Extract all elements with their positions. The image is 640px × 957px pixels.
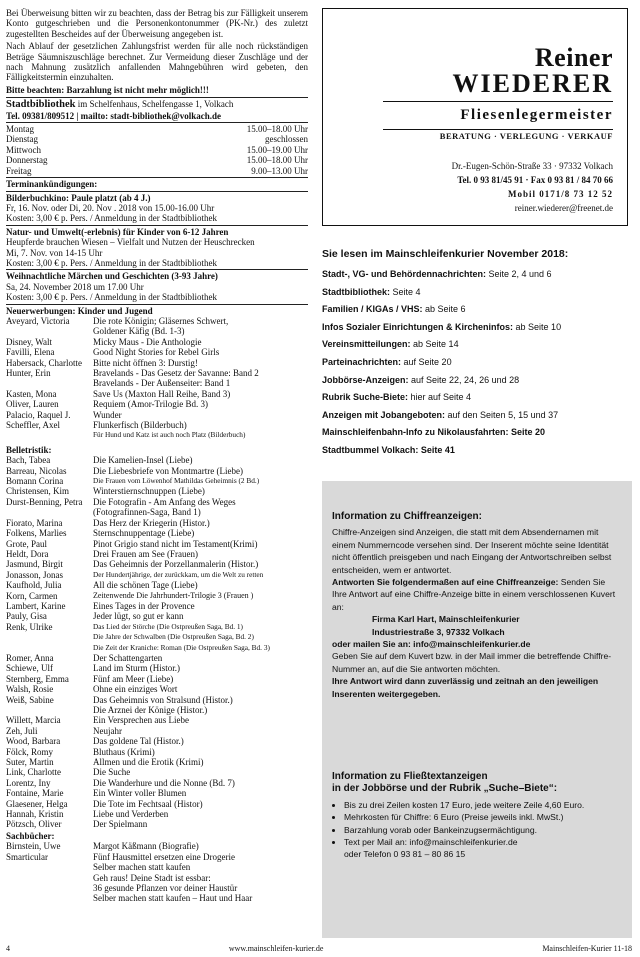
fiction-book-list — [6, 455, 308, 830]
hours-time: 15.00–19.00 Uhr — [246, 144, 308, 155]
contents-entry — [322, 392, 632, 402]
ad-contact — [323, 159, 613, 215]
hours-time: 15.00–18.00 Uhr — [246, 155, 308, 166]
book-title: Drei Frauen am See (Frauen) — [93, 548, 198, 559]
book-author: Korn, Carmen — [6, 590, 58, 601]
book-author: Oliver, Lauren — [6, 399, 59, 410]
divider — [6, 304, 308, 305]
hours-time: geschlossen — [265, 134, 308, 145]
contents-entry — [322, 287, 632, 297]
book-author: Disney, Walt — [6, 336, 53, 347]
book-row — [6, 528, 308, 538]
book-title: Zeitenwende Die Jahrhundert-Trilogie 3 (Frauen ) — [93, 590, 254, 600]
book-author: Wood, Barbara — [6, 736, 61, 747]
contents-entry-pages: ab Seite 10 — [513, 321, 562, 332]
book-title: Ohne ein einziges Wort — [93, 684, 178, 695]
ad-mobile: Mobil 0171/8 73 12 52 — [507, 189, 613, 199]
book-author: Lorentz, Iny — [6, 777, 51, 788]
book-row — [6, 611, 308, 621]
footer-url: www.mainschleifen-kurier.de — [228, 944, 324, 953]
tiler-advertisement — [322, 8, 628, 226]
book-author: Renk, Ulrike — [6, 621, 53, 632]
book-author: Link, Charlotte — [6, 767, 61, 778]
book-row — [6, 518, 308, 528]
contents-entry-bold: Stadt-, VG- und Behördennachrichten: — [322, 269, 487, 279]
book-title: Requiem (Amor-Trilogie Bd. 3) — [93, 399, 208, 410]
contents-entry-pages: ab Seite 14 — [410, 339, 459, 350]
contents-entry — [322, 269, 632, 279]
book-title: Margot Käßmann (Biografie) — [93, 841, 199, 852]
divider — [6, 269, 308, 270]
book-title: Der Spielmann — [93, 819, 148, 830]
opening-hours — [6, 124, 308, 176]
library-location: im Schelfenhaus, Schelfengasse 1, Volkach — [75, 99, 234, 110]
book-row — [6, 819, 308, 829]
book-author — [6, 326, 93, 336]
new-acquisitions-heading: Neuerwerbungen: Kinder und Jugend — [6, 305, 153, 316]
book-row — [6, 767, 308, 777]
book-title: Die Tote im Fechtsaal (Histor) — [93, 798, 203, 809]
contents-entry — [322, 357, 632, 367]
book-row — [6, 799, 308, 809]
fliesstext-bullets — [332, 799, 622, 849]
book-title: Selber machen statt kaufen — [93, 862, 191, 873]
book-title: Land im Sturm (Histor.) — [93, 663, 180, 674]
book-title: Die Kamelien-Insel (Liebe) — [93, 455, 193, 466]
book-author — [6, 705, 93, 715]
book-row — [6, 559, 308, 569]
chiffre-info — [332, 511, 622, 700]
event-2-line: Heupferde brauchen Wiesen – Vielfalt und Nutzen der Heuschrecken — [6, 237, 255, 248]
book-row — [6, 684, 308, 694]
book-author: Kaufhold, Julia — [6, 580, 62, 591]
event-1-line: Kosten: 3,00 € p. Pers. / Anmeldung in der Stadtbibliothek — [6, 213, 217, 224]
contents-entry-bold: Jobbörse-Anzeigen: — [322, 374, 409, 385]
book-author: Favilli, Elena — [6, 347, 55, 358]
book-title: Liebe und Verderben — [93, 809, 169, 820]
hours-day: Freitag — [6, 165, 32, 176]
left-column — [6, 8, 308, 904]
nonfiction-heading: Sachbücher: — [6, 830, 55, 841]
book-row — [6, 736, 308, 746]
book-row — [6, 643, 308, 653]
book-row — [6, 358, 308, 368]
divider — [6, 97, 308, 98]
book-row — [6, 622, 308, 632]
book-row — [6, 862, 308, 872]
divider — [6, 225, 308, 226]
contents-entry-pages: auf Seite 20 — [401, 356, 452, 367]
contents-entry — [322, 445, 632, 455]
chiffre-address-line: Firma Karl Hart, Mainschleifenkurier — [372, 614, 520, 625]
book-title: Save Us (Maxton Hall Reihe, Band 3) — [93, 388, 231, 399]
book-row — [6, 570, 308, 580]
contents-entry-bold: Familien / KIGAs / VHS: — [322, 304, 423, 315]
book-author: Willett, Marcia — [6, 715, 61, 726]
book-author — [6, 883, 93, 893]
hours-time: 9.00–13.00 Uhr — [251, 165, 308, 176]
book-title: Das Geheimnis von Stralsund (Histor.) — [93, 694, 233, 705]
contents-list — [322, 248, 632, 463]
book-row — [6, 399, 308, 409]
book-row — [6, 389, 308, 399]
book-author: Romer, Anna — [6, 652, 54, 663]
book-title: Neujahr — [93, 725, 122, 736]
book-author: Glaesener, Helga — [6, 798, 68, 809]
book-title: Jeder lügt, so gut er kann — [93, 611, 184, 622]
book-author — [6, 378, 93, 388]
contents-items — [322, 269, 632, 455]
contents-entry-pages: hier auf Seite 4 — [408, 392, 472, 403]
book-row — [6, 726, 308, 736]
book-row — [6, 368, 308, 378]
hours-day: Donnerstag — [6, 155, 48, 166]
chiffre-mail: oder mailen Sie an: info@mainschleifenkurier.de — [332, 639, 531, 650]
book-title: Sternschnuppentage (Liebe) — [93, 528, 195, 539]
contents-entry — [322, 427, 632, 437]
contents-entry — [322, 339, 632, 349]
hours-time: 15.00–18.00 Uhr — [246, 124, 308, 135]
book-row — [6, 873, 308, 883]
book-author: Zeh, Juli — [6, 725, 38, 736]
book-row — [6, 674, 308, 684]
book-title: Das goldene Tal (Histor.) — [93, 736, 184, 747]
hours-row — [6, 155, 308, 165]
book-author: Hunter, Erin — [6, 368, 51, 378]
book-author: Habersack, Charlotte — [6, 357, 82, 368]
book-title: Die Suche — [93, 767, 131, 778]
contents-heading: Sie lesen im Mainschleifenkurier November 2018: — [322, 248, 569, 260]
chiffre-address-line: Industriestraße 3, 97332 Volkach — [372, 626, 505, 637]
book-author: Durst-Benning, Petra — [6, 496, 83, 507]
book-title: Der Schattengarten — [93, 652, 163, 663]
book-author: Kasten, Mona — [6, 388, 57, 399]
book-title: Eines Tages in der Provence — [93, 600, 195, 611]
book-row — [6, 747, 308, 757]
contents-entry-bold: Stadtbibliothek: — [322, 286, 390, 297]
book-author — [6, 507, 93, 517]
book-author: Jonasson, Jonas — [6, 569, 64, 580]
hours-row — [6, 134, 308, 144]
contents-entry-bold: Anzeigen mit Jobangeboten: — [322, 409, 446, 420]
book-author — [6, 862, 93, 872]
event-2-line: Kosten: 3,00 € p. Pers. / Anmeldung in der Stadtbibliothek — [6, 257, 217, 268]
contents-entry-pages: auf Seite 22, 24, 26 und 28 — [408, 374, 520, 385]
book-row — [6, 601, 308, 611]
fliesstext-bullet: • Mehrkosten für Chiffre: 6 Euro (Preise jeweils inkl. MwSt.) — [344, 811, 622, 823]
book-author: Pauly, Gisa — [6, 611, 47, 622]
book-title: (Fotografinnen-Saga, Band 1) — [93, 507, 201, 518]
ad-first-name: Reiner — [534, 43, 613, 72]
book-title: Die Wanderhure und die Nonne (Bd. 7) — [93, 777, 235, 788]
book-row — [6, 337, 308, 347]
book-author — [6, 643, 93, 653]
fliesstext-bullet: • Barzahlung vorab oder Bankeinzugsermächtigung. — [344, 824, 622, 836]
book-title: Die Arznei der Könige (Histor.) — [93, 705, 208, 715]
event-2-title: Natur- und Umwelt(-erlebnis) für Kinder von 6-12 Jahren — [6, 226, 229, 237]
book-title: Micky Maus - Die Anthologie — [93, 336, 202, 347]
book-title: Die Fotografin - Am Anfang des Weges — [93, 496, 236, 507]
book-row — [6, 809, 308, 819]
library-contact: Tel. 09381/809512 | mailto: stadt-bibliothek@volkach.de — [6, 110, 222, 121]
book-author: Pötzsch, Oliver — [6, 819, 62, 830]
book-author: Jasmund, Birgit — [6, 559, 63, 570]
book-author: Walsh, Rosie — [6, 684, 54, 695]
book-author: Bomann Corina — [6, 476, 64, 487]
fliesstext-phone: oder Telefon 0 93 81 – 80 86 15 — [344, 849, 466, 860]
book-title: Die rote Königin; Gläsernes Schwert, — [93, 315, 229, 326]
book-title: Geh raus! Deine Stadt ist essbar: — [93, 872, 211, 883]
contents-entry — [322, 375, 632, 385]
divider — [6, 191, 308, 192]
book-author: Fontaine, Marie — [6, 788, 64, 799]
book-author: Schiewe, Ulf — [6, 663, 53, 674]
event-3-title: Weihnachtliche Märchen und Geschichten (3-93 Jahre) — [6, 271, 218, 282]
book-title: Bravelands - Das Gesetz der Savanne: Band 2 — [93, 368, 259, 378]
book-row — [6, 455, 308, 465]
book-title: Wunder — [93, 409, 122, 420]
library-title: Stadtbibliothek — [6, 99, 76, 111]
book-row — [6, 476, 308, 486]
ad-profession: Fliesenlegermeister — [460, 107, 613, 123]
event-3-line: Sa, 24. November 2018 um 17.00 Uhr — [6, 281, 144, 292]
fliesstext-title: Information zu Fließtextanzeigen — [332, 771, 488, 782]
ad-last-name: WIEDERER — [452, 69, 613, 98]
book-title: 36 gesunde Pflanzen vor deiner Haustür — [93, 882, 238, 893]
book-title: Das Herz der Kriegerin (Histor.) — [93, 517, 210, 528]
book-author: Sternberg, Emma — [6, 673, 69, 684]
book-row — [6, 347, 308, 357]
book-row — [6, 410, 308, 420]
hours-day: Dienstag — [6, 134, 38, 145]
book-row — [6, 378, 308, 388]
contents-entry — [322, 322, 632, 332]
book-title: Fünf Hausmittel ersetzen eine Drogerie — [93, 851, 235, 862]
book-title: Good Night Stories for Rebel Girls — [93, 347, 220, 358]
fliesstext-title: in der Jobbörse und der Rubrik „Suche–Biete“: — [332, 783, 558, 795]
book-title: Der Hundertjährige, der zurückkam, um die Welt zu retten — [93, 569, 264, 579]
chiffre-answer-bold: Antworten Sie folgendermaßen auf eine Chiffreanzeige: — [332, 577, 559, 588]
intro-paragraph-2: Nach Ablauf der gesetzlichen Zahlungsfrist werden für alle noch rückständigen Beträge Säumniszuschläge berechnet. Zur Vermeidung dieser Zuschläge und der nach Mahnung zusätzlich anfallenden Mahngebühren wird gebeten, den Fälligkeitstermin einzuhalten. — [6, 41, 308, 83]
book-title: Flunkerfisch (Bilderbuch) — [93, 420, 187, 431]
book-title: Die Jahre der Schwalben (Die Ostpreußen Saga, Bd. 2) — [93, 632, 254, 642]
contents-entry-bold: Mainschleifenbahn-Info zu Nikolausfahrten: Seite 20 — [322, 427, 546, 438]
intro-paragraph-1: Bei Überweisung bitten wir zu beachten, dass der Betrag bis zur Fälligkeit unserem Konto gutgeschrieben und die Personenkontonummer (PK-Nr.) des zuletzt zugestellten Bescheides auf der Überweisung angegeben ist. — [6, 8, 308, 39]
info-box — [322, 481, 632, 938]
contents-entry-bold: Vereinsmitteilungen: — [322, 339, 411, 350]
book-row — [6, 705, 308, 715]
book-author: Folkens, Marlies — [6, 528, 67, 539]
chiffre-note: Geben Sie auf dem Kuvert bzw. in der Mail immer die betreffende Chiffre-Nummer an, auf die Sie antworten möchten. — [332, 651, 612, 674]
ad-rule — [383, 129, 613, 130]
book-row — [6, 430, 308, 440]
book-row — [6, 852, 308, 862]
book-author: Fiorato, Marina — [6, 517, 63, 528]
book-title: Ein Versprechen aus Liebe — [93, 715, 190, 726]
page-number: 4 — [6, 944, 10, 953]
event-1-title: Bilderbuchkino: Paule platzt (ab 4 J.) — [6, 192, 151, 203]
book-row — [6, 778, 308, 788]
library-header — [6, 99, 308, 110]
book-author: Palacio, Raquel J. — [6, 409, 71, 420]
chiffre-answer-text: Senden Sie Ihre Antwort auf eine Chiffre-Anzeige bitte in einem verschlossenen Kuvert an: — [332, 577, 616, 612]
book-row — [6, 653, 308, 663]
footer-issue: Mainschleifen-Kurier 11-18 — [542, 944, 632, 953]
book-title: Die Zeit der Kraniche: Roman (Die Ostpreußen Saga, Bd. 3) — [93, 642, 270, 652]
book-title: Die Frauen vom Löwenhof Mathildas Geheimnis (2 Bd.) — [93, 476, 260, 486]
book-row — [6, 841, 308, 851]
hours-row — [6, 124, 308, 134]
event-1-line: Fr, 16. Nov. oder Di, 20. Nov . 2018 von 15.00-16.00 Uhr — [6, 202, 215, 213]
book-title: Allmen und die Erotik (Krimi) — [93, 757, 204, 768]
book-title: Bitte nicht öffnen 3: Durstig! — [93, 357, 198, 368]
book-title: Goldener Käfig (Bd. 1-3) — [93, 326, 185, 337]
book-title: Für Hund und Katz ist auch noch Platz (Bilderbuch) — [93, 430, 246, 440]
book-row — [6, 715, 308, 725]
fiction-heading: Belletristik: — [6, 444, 52, 455]
book-row — [6, 326, 308, 336]
contents-entry — [322, 304, 632, 314]
book-row — [6, 893, 308, 903]
contents-entry-bold: Stadtbummel Volkach: Seite 41 — [322, 444, 455, 455]
book-author: Scheffler, Axel — [6, 420, 60, 431]
book-title: Winterstiernschnuppen (Liebe) — [93, 486, 205, 497]
ad-rule — [383, 101, 613, 102]
contents-entry-pages: Seite 2, 4 und 6 — [486, 269, 552, 279]
ad-services: BERATUNG · VERLEGUNG · VERKAUF — [439, 131, 613, 141]
events-heading: Terminankündigungen: — [6, 179, 98, 190]
fliesstext-bullet: • Bis zu drei Zeilen kosten 17 Euro, jede weitere Zeile 4,60 Euro. — [344, 799, 622, 811]
page-footer — [6, 944, 632, 953]
book-row — [6, 420, 308, 430]
chiffre-title: Information zu Chiffreanzeigen: — [332, 511, 482, 522]
kids-book-list — [6, 316, 308, 441]
chiffre-note-bold: Ihre Antwort wird dann zuverlässig und zeitnah an den jeweiligen Inserenten weitergegeben. — [332, 676, 599, 699]
ad-email: reiner.wiederer@freenet.de — [514, 203, 613, 213]
book-title: Die Liebesbriefe von Montmartre (Liebe) — [93, 465, 243, 476]
ad-address: Dr.-Eugen-Schön-Straße 33 · 97332 Volkach — [451, 161, 613, 171]
event-3-line: Kosten: 3,00 € p. Pers. / Anmeldung in der Stadtbibliothek — [6, 292, 217, 303]
book-author: Birnstein, Uwe — [6, 841, 61, 852]
chiffre-answer — [332, 576, 622, 613]
book-title: Fünf am Meer (Liebe) — [93, 673, 174, 684]
book-row — [6, 539, 308, 549]
book-row — [6, 788, 308, 798]
divider — [6, 177, 308, 178]
book-title: Bravelands - Der Außenseiter: Band 1 — [93, 378, 231, 389]
book-author — [6, 893, 93, 903]
book-row — [6, 757, 308, 767]
book-title: Ein Winter voller Blumen — [93, 788, 187, 799]
book-row — [6, 695, 308, 705]
book-row — [6, 632, 308, 642]
book-row — [6, 507, 308, 517]
hours-row — [6, 145, 308, 155]
book-row — [6, 316, 308, 326]
book-title: Selber machen statt kaufen – Haut und Haar — [93, 893, 253, 904]
hours-day: Mittwoch — [6, 144, 41, 155]
book-row — [6, 466, 308, 476]
nonfiction-book-list — [6, 841, 308, 903]
book-title: Das Lied der Störche (Die Ostpreußen Saga, Bd. 1) — [93, 621, 243, 631]
hours-day: Montag — [6, 124, 34, 135]
book-author: Aveyard, Victoria — [6, 315, 70, 326]
book-author: Barreau, Nicolas — [6, 465, 67, 476]
chiffre-text: Chiffre-Anzeigen sind Anzeigen, die statt mit dem Absendernamen mit einem Nummerncode versehen sind. Der Inserent möchte seine Identität nicht öffentlich preisgeben und nach Eingang der Antwortschreiben selbst entscheiden, wem er antwortet. — [332, 527, 612, 575]
book-author: Heldt, Dora — [6, 548, 49, 559]
contents-entry-pages: auf den Seiten 5, 15 und 37 — [445, 409, 559, 420]
book-author: Weiß, Sabine — [6, 694, 54, 705]
intro-paragraph-3: Bitte beachten: Barzahlung ist nicht mehr möglich!!! — [6, 84, 209, 95]
book-row — [6, 883, 308, 893]
book-author: Hannah, Kristin — [6, 809, 64, 820]
book-author: Lambert, Karine — [6, 600, 66, 611]
book-author — [6, 430, 93, 440]
book-row — [6, 580, 308, 590]
contents-entry-bold: Infos Sozialer Einrichtungen & Kircheninfos: — [322, 321, 514, 332]
contents-entry-pages: Seite 4 — [390, 286, 421, 297]
book-author: Grote, Paul — [6, 538, 47, 549]
ad-phone: Tel. 0 93 81/45 91 · Fax 0 93 81 / 84 70 66 — [457, 175, 613, 185]
book-row — [6, 486, 308, 496]
divider — [6, 122, 308, 123]
book-author — [6, 632, 93, 642]
book-author: Smarticular — [6, 851, 48, 862]
book-author — [6, 873, 93, 883]
book-title: Das Geheimnis der Porzellanmalerin (Histor.) — [93, 559, 259, 570]
book-row — [6, 663, 308, 673]
book-author: Christensen, Kim — [6, 486, 69, 497]
book-row — [6, 497, 308, 507]
contents-entry-bold: Rubrik Suche-Biete: — [322, 392, 409, 403]
book-row — [6, 549, 308, 559]
contents-entry-pages: ab Seite 6 — [422, 304, 466, 315]
contents-entry — [322, 410, 632, 420]
book-author: Fölck, Romy — [6, 746, 54, 757]
event-2-line: Mi, 7. Nov. von 14-15 Uhr — [6, 247, 103, 258]
book-title: All die schönen Tage (Liebe) — [93, 580, 198, 591]
book-row — [6, 591, 308, 601]
contents-entry-bold: Parteinachrichten: — [322, 356, 402, 367]
hours-row — [6, 166, 308, 176]
fliesstext-bullet: • Text per Mail an: info@mainschleifenkurier.de — [344, 836, 622, 848]
book-title: Pinot Grigio stand nicht im Testament(Krimi) — [93, 538, 258, 549]
book-author: Suter, Martin — [6, 757, 54, 768]
book-title: Bluthaus (Krimi) — [93, 746, 155, 757]
fliesstext-info — [332, 771, 622, 861]
book-author: Bach, Tabea — [6, 455, 51, 466]
